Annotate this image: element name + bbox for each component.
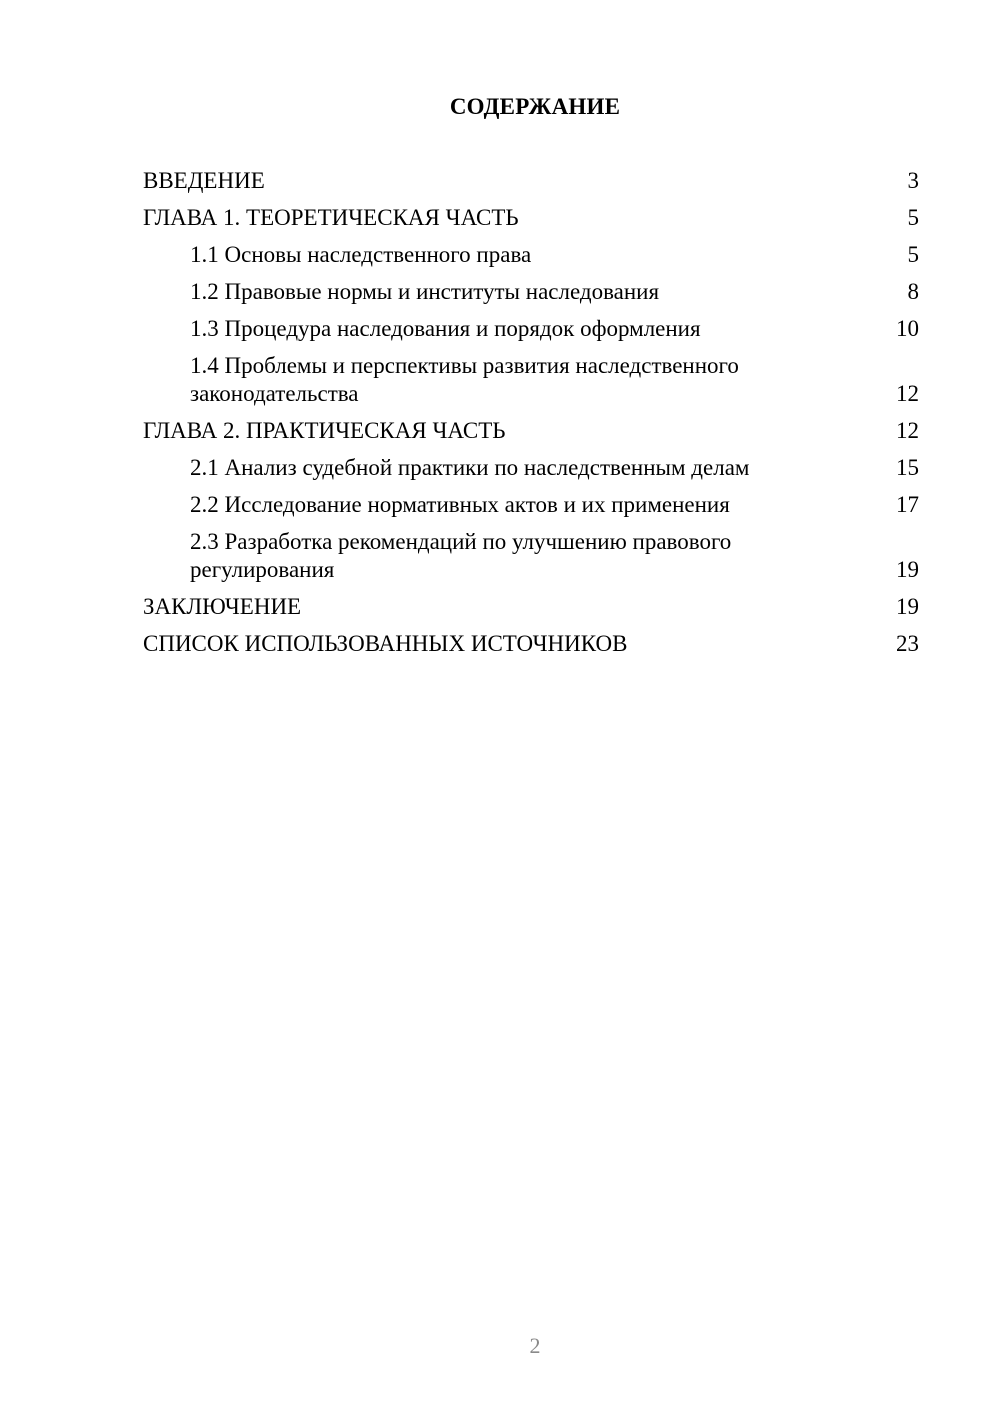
toc-entry-conclusion bbox=[143, 593, 919, 621]
toc-entry-page: 5 bbox=[907, 242, 919, 267]
toc-entry-page: 19 bbox=[896, 594, 919, 619]
toc-entry-text: 2.3 Разработка рекомендаций по улучшению правового регулирования bbox=[190, 529, 732, 582]
toc-entry-page: 23 bbox=[896, 631, 919, 656]
toc-entry-section-1-3 bbox=[143, 315, 919, 343]
toc-entry-chapter-1 bbox=[143, 204, 919, 232]
toc-entry-text: 2.2 Исследование нормативных актов и их применения bbox=[190, 492, 730, 517]
toc-entry-section-1-2 bbox=[143, 278, 919, 306]
toc-entry-section-2-1 bbox=[143, 454, 919, 482]
toc-entry-page: 5 bbox=[907, 205, 919, 230]
toc-entry-chapter-2 bbox=[143, 417, 919, 445]
toc-entry-page: 8 bbox=[907, 279, 919, 304]
toc-title: СОДЕРЖАНИЕ bbox=[449, 94, 621, 119]
toc-entry-page: 17 bbox=[896, 492, 919, 517]
toc-entry-text: 1.2 Правовые нормы и институты наследования bbox=[190, 279, 660, 304]
toc-entry-page: 3 bbox=[907, 168, 919, 193]
toc-entry-text: ЗАКЛЮЧЕНИЕ bbox=[143, 594, 302, 619]
table-of-contents bbox=[143, 167, 919, 667]
toc-entry-page: 10 bbox=[896, 316, 919, 341]
toc-entry-text: ВВЕДЕНИЕ bbox=[143, 168, 265, 193]
toc-entry-text: ГЛАВА 2. ПРАКТИЧЕСКАЯ ЧАСТЬ bbox=[143, 418, 506, 443]
toc-entry-text: 1.4 Проблемы и перспективы развития наследственного законодательства bbox=[190, 353, 739, 406]
toc-entry-section-2-2 bbox=[143, 491, 919, 519]
toc-entry-text: ГЛАВА 1. ТЕОРЕТИЧЕСКАЯ ЧАСТЬ bbox=[143, 205, 519, 230]
toc-entry-text: 1.1 Основы наследственного права bbox=[190, 242, 532, 267]
toc-entry-introduction bbox=[143, 167, 919, 195]
toc-entry-text: 1.3 Процедура наследования и порядок оформления bbox=[190, 316, 701, 341]
toc-entry-page: 12 bbox=[896, 418, 919, 443]
toc-entry-section-2-3 bbox=[143, 528, 919, 584]
toc-entry-page: 19 bbox=[896, 557, 919, 582]
page-number: 2 bbox=[529, 1333, 541, 1358]
toc-entry-page: 12 bbox=[896, 381, 919, 406]
toc-entry-section-1-1 bbox=[143, 241, 919, 269]
toc-entry-text: 2.1 Анализ судебной практики по наследственным делам bbox=[190, 455, 750, 480]
toc-entry-section-1-4 bbox=[143, 352, 919, 408]
toc-entry-page: 15 bbox=[896, 455, 919, 480]
toc-entry-text: СПИСОК ИСПОЛЬЗОВАННЫХ ИСТОЧНИКОВ bbox=[143, 631, 628, 656]
toc-entry-references bbox=[143, 630, 919, 658]
